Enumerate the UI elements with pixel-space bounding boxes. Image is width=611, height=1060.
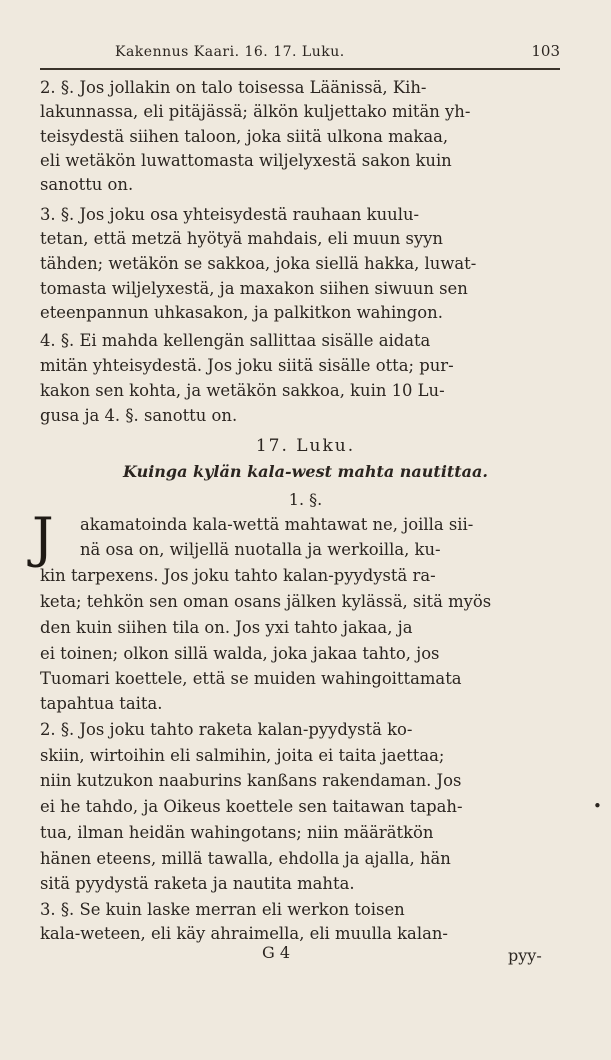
text-line: teisydestä siihen taloon, joka siitä ulkona makaa, — [40, 127, 449, 146]
text-line: lakunnassa, eli pitäjässä; älkön kuljettako mitän yh- — [40, 102, 471, 121]
text-line: 2. §. Jos joku tahto raketa kalan-pyydystä ko- — [40, 720, 413, 739]
text-line: hänen eteens, millä tawalla, ehdolla ja ajalla, hän — [40, 849, 451, 868]
text-line: mitän yhteisydestä. Jos joku siitä sisälle otta; pur- — [40, 356, 454, 375]
text-line: kin tarpexens. Jos joku tahto kalan-pyydystä ra- — [40, 566, 436, 585]
page-header — [40, 40, 560, 66]
text-line: kala-weteen, eli käy ahraimella, eli muulla kalan- — [40, 924, 448, 943]
page-number: 103 — [531, 42, 560, 60]
text-line: eteenpannun uhkasakon, ja palkitkon wahingon. — [40, 303, 443, 322]
text-line: tua, ilman heidän wahingotans; niin määrätkön — [40, 823, 434, 842]
text-line: akamatoinda kala-wettä mahtawat ne, joilla sii- — [80, 515, 474, 534]
text-line: den kuin siihen tila on. Jos yxi tahto jakaa, ja — [40, 618, 413, 637]
drop-cap: J — [32, 506, 54, 569]
header-rule — [40, 68, 560, 70]
chapter-number: 17. Luku. — [255, 436, 356, 456]
text-line: skiin, wirtoihin eli salmihin, joita ei taita jaettaa; — [40, 746, 445, 765]
catchword: pyy- — [508, 946, 542, 965]
text-line: 3. §. Jos joku osa yhteisydestä rauhaan kuulu- — [40, 205, 420, 224]
text-line: keta; tehkön sen oman osans jälken kylässä, sitä myös — [40, 592, 492, 611]
section-number: 1. §. — [288, 490, 323, 509]
text-line: sanottu on. — [40, 175, 134, 194]
text-line: eli wetäkön luwattomasta wiljelyxestä sakon kuin — [40, 151, 452, 170]
text-line: ei he tahdo, ja Oikeus koettele sen taitawan tapah- — [40, 797, 463, 816]
running-head: Kakennus Kaari. 16. 17. Luku. — [115, 44, 345, 60]
text-line: ei toinen; olkon sillä walda, joka jakaa tahto, jos — [40, 644, 440, 663]
text-line: 2. §. Jos jollakin on talo toisessa Läänissä, Kih- — [40, 78, 427, 97]
text-line: tomasta wiljelyxestä, ja maxakon siihen siwuun sen — [40, 279, 468, 298]
text-line: 3. §. Se kuin laske merran eli werkon toisen — [40, 900, 405, 919]
text-line: niin kutzukon naaburins kanßans rakendaman. Jos — [40, 771, 462, 790]
chapter-title: Kuinga kylän kala-west mahta nautittaa. — [123, 462, 488, 481]
text-line: kakon sen kohta, ja wetäkön sakkoa, kuin 10 Lu- — [40, 381, 445, 400]
text-line: tapahtua taita. — [40, 694, 163, 713]
signature-mark: G 4 — [262, 943, 291, 962]
text-line: sitä pyydystä raketa ja nautita mahta. — [40, 874, 355, 893]
text-line: Tuomari koettele, että se muiden wahingoittamata — [40, 669, 462, 688]
text-line: nä osa on, wiljellä nuotalla ja werkoilla, ku- — [80, 540, 441, 559]
text-line: tähden; wetäkön se sakkoa, joka siellä hakka, luwat- — [40, 254, 477, 273]
text-line: tetan, että metzä hyötyä mahdais, eli muun syyn — [40, 229, 443, 248]
text-line: gusa ja 4. §. sanottu on. — [40, 406, 238, 425]
text-line: 4. §. Ei mahda kellengän sallittaa sisälle aidata — [40, 331, 431, 350]
margin-mark: • — [593, 797, 602, 815]
